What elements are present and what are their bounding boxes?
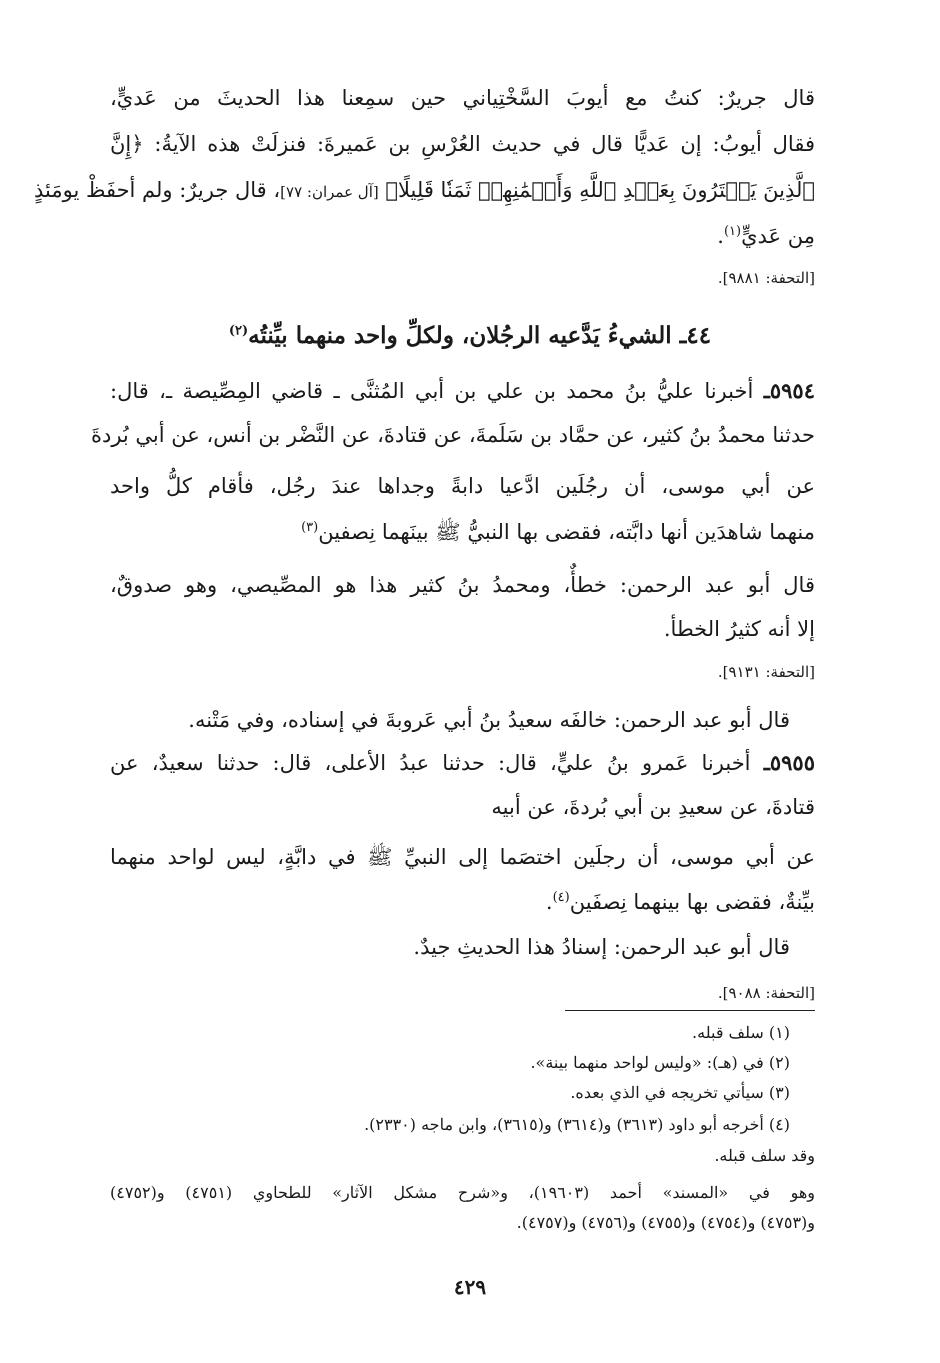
footnote-marker: (٢) bbox=[228, 323, 249, 339]
text-line: قتادةَ، عن سعيدِ بن أبي بُردةَ، عن أبيه bbox=[491, 795, 815, 819]
page-number: ٤٢٩ bbox=[453, 1275, 487, 1299]
text-line: قال أبو عبد الرحمن: خالفَه سعيدُ بنُ أبي عَروبةَ في إسناده، وفي مَتْنه. bbox=[188, 708, 790, 732]
footnote-marker: (٤) bbox=[552, 890, 570, 905]
text-fragment: مِن عَديٍّ bbox=[741, 224, 815, 248]
text-line: قال جريرٌ: كنتُ مع أيوبَ السَّخْتِياني حين سمِعنا هذا الحديثَ من عَديٍّ، bbox=[110, 86, 815, 110]
chapter-heading bbox=[0, 316, 940, 356]
text-line: قال أبو عبد الرحمن: إسنادُ هذا الحديثِ جيدٌ. bbox=[413, 935, 790, 959]
footnote: وهو في «المسند» أحمد (١٩٦٠٣)، و«شرح مشكل الآثار» للطحاوي (٤٧٥١) و(٤٧٥٢) bbox=[110, 1183, 816, 1202]
chapter-title: ٤٤ـ الشيءُ يَدَّعيه الرجُلان، ولكلِّ واحد منهما بيِّنتُه bbox=[248, 322, 712, 349]
footnote: (٣) سيأتي تخريجه في الذي بعده. bbox=[570, 1083, 790, 1102]
text-fragment: أخبرنا عليُّ بنُ محمد بن علي بن أبي المُثنَّى ـ قاضي المِصِّيصة ـ، قال: bbox=[110, 379, 754, 403]
hadith-number: ٥٩٥٤ـ bbox=[763, 378, 815, 403]
text-fragment: أخبرنا عَمرو بنُ عليٍّ، قال: حدثنا عبدُ الأعلى، قال: حدثنا سعيدٌ، عن bbox=[110, 751, 751, 775]
text-line bbox=[110, 368, 815, 414]
tuhfa-reference: [التحفة: ٩٠٨٨]. bbox=[717, 984, 815, 1002]
verse-citation: [آل عمران: ٧٧] bbox=[280, 183, 379, 201]
text-line bbox=[34, 167, 815, 215]
footnote: وقد سلف قبله. bbox=[714, 1146, 815, 1165]
text-fragment: . bbox=[545, 890, 553, 914]
footnote: (٤) أخرجه أبو داود (٣٦١٣) و(٣٦١٤) و(٣٦١٥)، وابن ماجه (٢٣٣٠). bbox=[364, 1115, 790, 1134]
footnote-marker: (١) bbox=[723, 224, 742, 239]
text-line: عن أبي موسى، أن رجلَين اختصَما إلى النبيِّ ﷺ في دابَّةٍ، ليس لواحد منهما bbox=[110, 845, 815, 869]
text-line: عن أبي موسى، أن رجُلَين ادَّعيا دابةً وجداها عندَ رجُل، فأقام كلُّ واحد bbox=[110, 474, 815, 498]
text-fragment: . bbox=[717, 224, 724, 248]
text-line bbox=[110, 740, 815, 786]
text-line bbox=[110, 509, 815, 555]
text-fragment: منهما شاهدَين أنها دابَّته، فقضى بها النبيُّ ﷺ بينَهما نِصفين bbox=[318, 520, 815, 544]
footnote: (١) سلف قبله. bbox=[692, 1023, 790, 1042]
footnote-divider bbox=[565, 1010, 815, 1011]
hadith-number: ٥٩٥٥ـ bbox=[763, 750, 815, 775]
text-fragment: بيِّنةٌ، فقضى بها بينهما نِصفَين bbox=[569, 890, 815, 914]
text-line bbox=[110, 213, 815, 259]
text-line: حدثنا محمدُ بنُ كثير، عن حمَّاد بن سَلَمةَ، عن قتادةَ، عن النَّضْر بن أنس، عن أبي بُردةَ bbox=[90, 423, 815, 447]
footnote: (٢) في (هـ): «وليس لواحد منهما بينة». bbox=[530, 1053, 790, 1072]
text-line: إلا أنه كثيرُ الخطأ. bbox=[663, 617, 815, 641]
quran-verse: ٱلَّذِينَ يَشۡتَرُونَ بِعَهۡدِ ٱللَّهِ وَأَيۡمَٰنِهِمۡ ثَمَنٗا قَلِيلًا﴾ bbox=[385, 178, 815, 202]
text-line: فقال أيوبُ: إن عَديًّا قال في حديث العُرْسِ بن عَميرةَ: فنزلَتْ هذه الآيةُ: ﴿إِنَّ bbox=[110, 132, 815, 156]
text-line: قال أبو عبد الرحمن: خطأٌ، ومحمدُ بنُ كثير هذا هو المصِّيصي، وهو صدوقٌ، bbox=[110, 573, 815, 597]
text-line bbox=[110, 879, 815, 925]
footnote: و(٤٧٥٣) و(٤٧٥٤) و(٤٧٥٥) و(٤٧٥٦) و(٤٧٥٧). bbox=[516, 1213, 815, 1232]
tuhfa-reference: [التحفة: ٩١٣١]. bbox=[717, 663, 815, 681]
tuhfa-reference: [التحفة: ٩٨٨١]. bbox=[717, 269, 815, 287]
footnote-marker: (٣) bbox=[301, 520, 319, 535]
text-fragment: ، قال جريرٌ: ولم أحفَظْ يومَئذٍ bbox=[34, 178, 281, 202]
